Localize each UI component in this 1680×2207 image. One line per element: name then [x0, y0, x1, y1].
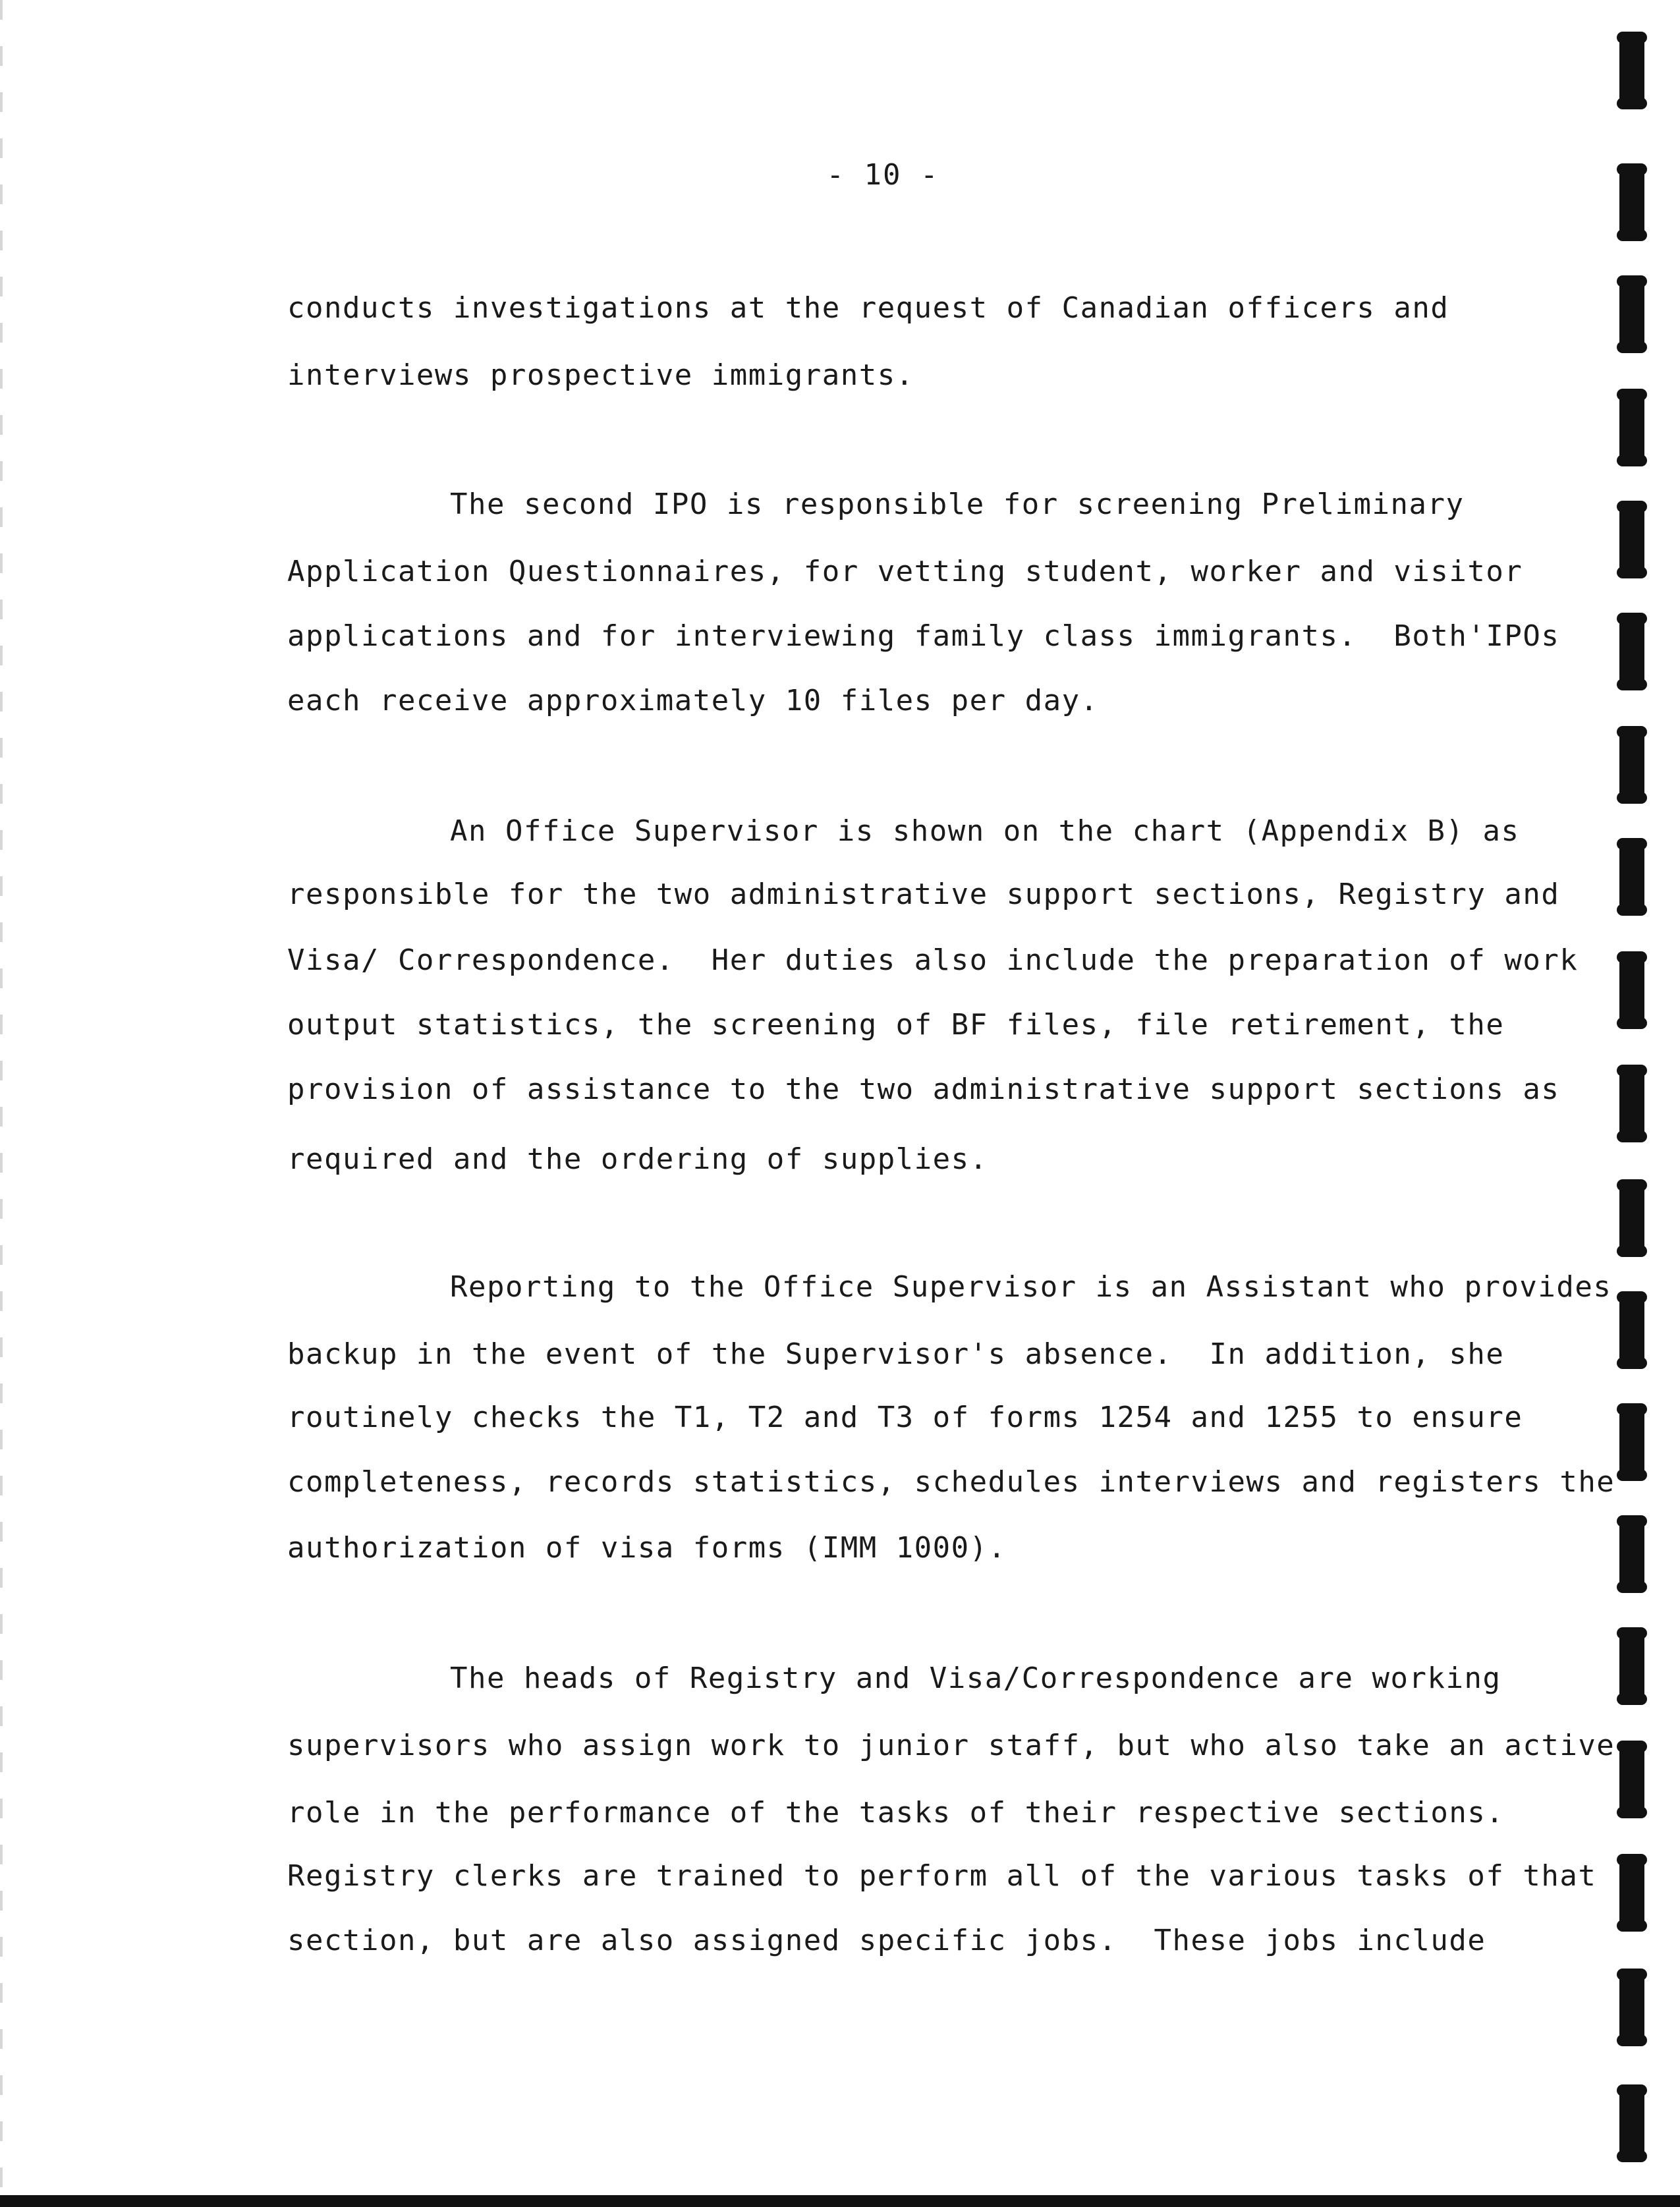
text-line: Reporting to the Office Supervisor is an Assistant who provides: [450, 1270, 1612, 1304]
text-line: interviews prospective immigrants.: [287, 358, 914, 392]
binder-hole-mark: [1619, 2084, 1644, 2162]
text-line: provision of assistance to the two administrative support sections as: [287, 1073, 1560, 1106]
binder-hole-mark: [1619, 1065, 1644, 1142]
text-line: applications and for interviewing family class immigrants. Both'IPOs: [287, 619, 1560, 653]
binder-hole-mark: [1619, 32, 1644, 109]
text-line: section, but are also assigned specific jobs. These jobs include: [287, 1924, 1486, 1957]
binder-hole-mark: [1619, 613, 1644, 690]
binder-hole-mark: [1619, 1291, 1644, 1369]
text-line: Registry clerks are trained to perform all of the various tasks of that: [287, 1859, 1597, 1893]
binder-hole-mark: [1619, 501, 1644, 578]
text-line: An Office Supervisor is shown on the chart (Appendix B) as: [450, 814, 1520, 848]
binder-hole-mark: [1619, 1179, 1644, 1257]
binder-hole-mark: [1619, 389, 1644, 466]
text-line: responsible for the two administrative support sections, Registry and: [287, 878, 1560, 911]
binder-hole-mark: [1619, 951, 1644, 1029]
binder-hole-mark: [1619, 163, 1644, 241]
binder-hole-mark: [1619, 838, 1644, 916]
binder-hole-mark: [1619, 1854, 1644, 1932]
text-line: conducts investigations at the request of Canadian officers and: [287, 291, 1449, 325]
page-number: - 10 -: [826, 158, 939, 192]
text-line: Application Questionnaires, for vetting student, worker and visitor: [287, 555, 1523, 588]
scan-bottom-edge: [0, 2195, 1680, 2207]
text-line: role in the performance of the tasks of their respective sections.: [287, 1796, 1505, 1830]
binder-hole-mark: [1619, 1515, 1644, 1593]
text-line: output statistics, the screening of BF files, file retirement, the: [287, 1008, 1505, 1042]
binder-hole-mark: [1619, 1741, 1644, 1818]
text-line: each receive approximately 10 files per day.: [287, 684, 1099, 717]
binder-hole-mark: [1619, 275, 1644, 353]
text-line: required and the ordering of supplies.: [287, 1142, 988, 1176]
text-line: Visa/ Correspondence. Her duties also include the preparation of work: [287, 943, 1579, 977]
text-line: completeness, records statistics, schedules interviews and registers the: [287, 1465, 1615, 1499]
binder-hole-mark: [1619, 1403, 1644, 1481]
binder-hole-mark: [1619, 1969, 1644, 2046]
text-line: supervisors who assign work to junior staff, but who also take an active: [287, 1729, 1615, 1762]
text-line: routinely checks the T1, T2 and T3 of forms 1254 and 1255 to ensure: [287, 1401, 1523, 1434]
text-line: backup in the event of the Supervisor's absence. In addition, she: [287, 1337, 1505, 1371]
text-line: authorization of visa forms (IMM 1000).: [287, 1531, 1007, 1565]
text-line: The second IPO is responsible for screening Preliminary: [450, 488, 1465, 521]
binder-hole-mark: [1619, 726, 1644, 804]
binder-hole-mark: [1619, 1627, 1644, 1705]
text-line: The heads of Registry and Visa/Correspondence are working: [450, 1662, 1501, 1695]
scan-left-edge: [0, 0, 3, 2207]
